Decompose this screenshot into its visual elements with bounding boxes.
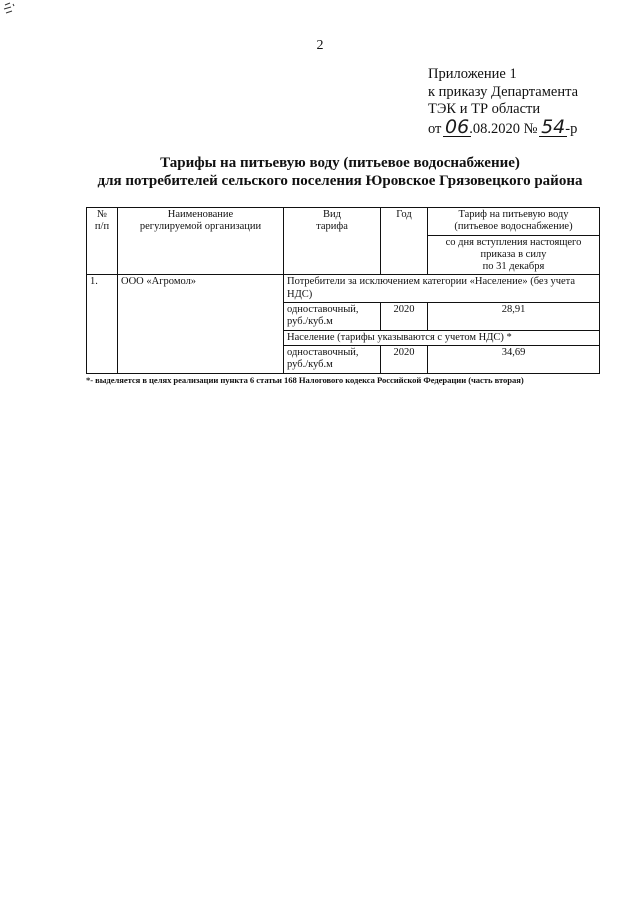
appendix-block (428, 66, 578, 138)
appendix-line-3: ТЭК и ТР области (428, 101, 541, 117)
group2-value: 34,69 (428, 345, 600, 373)
group1-label: Потребители за исключением категории «Население» (без учета НДС) (284, 275, 600, 303)
header-tariff: Тариф на питьевую воду (питьевое водоснабжение) (428, 208, 600, 236)
number-sign: № (523, 120, 538, 137)
appendix-date-line (428, 115, 578, 139)
tariff-table (86, 207, 600, 374)
appendix-line-2: к приказу Департамента (428, 83, 579, 100)
table-row (87, 275, 600, 303)
header-tariff-type: Вид тарифа (284, 208, 381, 275)
group2-year: 2020 (381, 345, 428, 373)
date-day-handwritten: 06 (445, 115, 470, 138)
document-title (40, 154, 640, 190)
header-year: Год (381, 208, 428, 275)
row-num: 1. (87, 275, 118, 373)
group1-year: 2020 (381, 303, 428, 331)
page-number: 2 (316, 38, 324, 53)
date-rest: .08.2020 (469, 120, 520, 137)
order-number-handwritten: 54 (541, 115, 566, 138)
table-header-row (87, 208, 600, 236)
group1-value: 28,91 (428, 303, 600, 331)
header-num: № п/п (87, 208, 118, 275)
title-line-2: для потребителей сельского поселения Юровское Грязовецкого района (97, 173, 583, 189)
row-organization: ООО «Агромол» (118, 275, 284, 373)
appendix-line-1: Приложение 1 (428, 66, 517, 82)
group2-label: Население (тарифы указываются с учетом НДС) * (284, 330, 600, 345)
header-period: со дня вступления настоящего приказа в силу по 31 декабря (428, 235, 600, 275)
date-prefix: от (428, 120, 442, 137)
footnote: *- выделяется в целях реализации пункта 6 статьи 168 Налогового кодекса Российской Федерации (часть вторая) (86, 375, 524, 385)
group1-tariff-type: одноставочный, руб./куб.м (284, 303, 381, 331)
header-organization: Наименование регулируемой организации (118, 208, 284, 275)
corner-scan-mark (3, 2, 15, 16)
group2-tariff-type: одноставочный, руб./куб.м (284, 345, 381, 373)
title-line-1: Тарифы на питьевую воду (питьевое водоснабжение) (160, 155, 520, 171)
number-suffix: -р (565, 120, 578, 137)
